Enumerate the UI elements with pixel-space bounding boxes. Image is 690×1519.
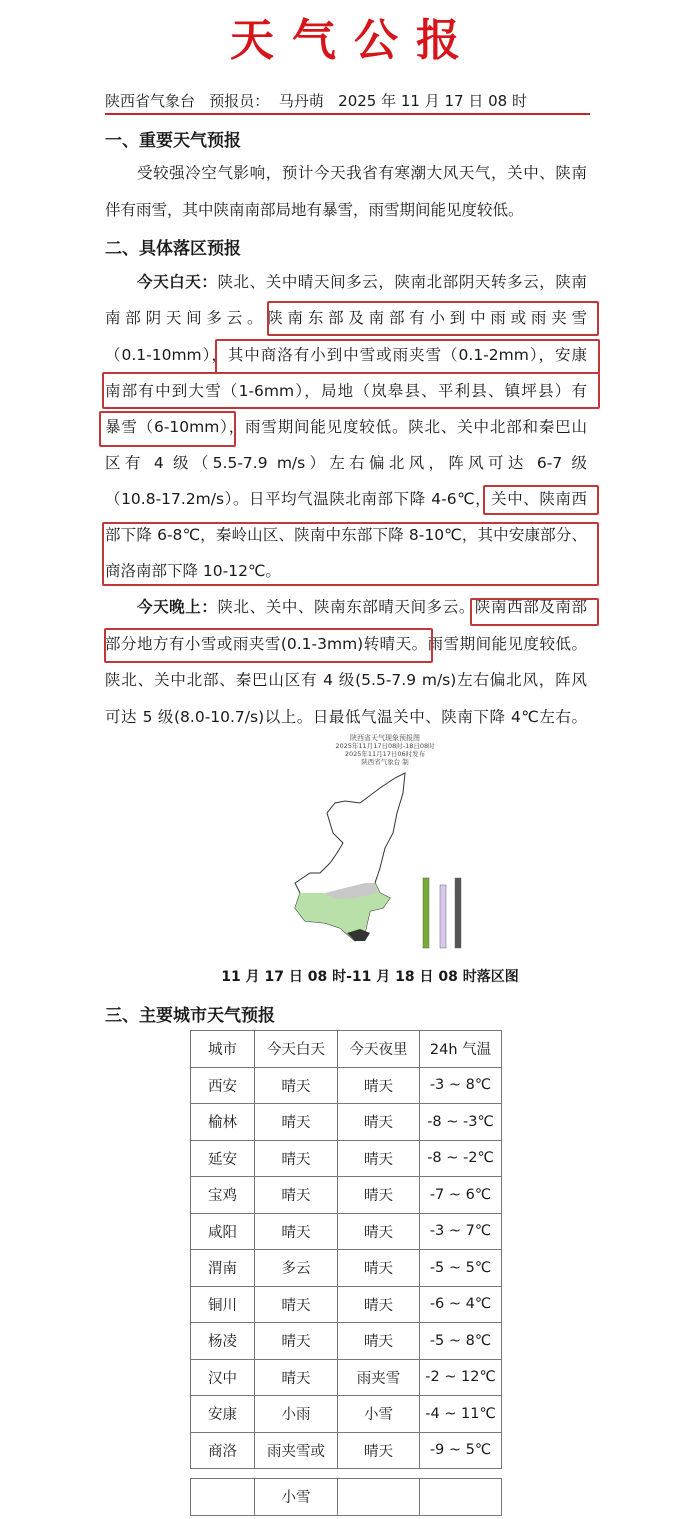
paragraph-line: 伴有雨雪，其中陕南南部局地有暴雪，雨雪期间能见度较低。	[105, 201, 524, 219]
table-cell: 今天夜里	[338, 1031, 420, 1068]
table-row	[191, 1067, 502, 1104]
table-cell	[420, 1479, 502, 1516]
table-cell: -7 ~ 6℃	[420, 1177, 502, 1214]
table-cell: 渭南	[191, 1250, 255, 1287]
table-cell: 小雪	[338, 1396, 420, 1433]
table-cell: -3 ~ 7℃	[420, 1213, 502, 1250]
table-row	[191, 1213, 502, 1250]
table-cell: 晴天	[255, 1213, 338, 1250]
table-cell: 榆林	[191, 1104, 255, 1141]
table-cell: -4 ~ 11℃	[420, 1396, 502, 1433]
table-cell: 晴天	[255, 1067, 338, 1104]
paragraph-line: 商洛南部下降 10-12℃。	[105, 562, 281, 580]
city-forecast-table-continuation	[190, 1478, 502, 1516]
table-cell: 雨夹雪或	[255, 1432, 338, 1469]
table-cell: 延安	[191, 1140, 255, 1177]
table-cell: 晴天	[338, 1250, 420, 1287]
table-cell: 晴天	[338, 1213, 420, 1250]
table-cell: 今天白天	[255, 1031, 338, 1068]
table-cell: -8 ~ -3℃	[420, 1104, 502, 1141]
paragraph-line: 陕北、关中北部、秦巴山区有 4 级(5.5-7.9 m/s)左右偏北风，阵风	[105, 671, 587, 689]
table-cell: 城市	[191, 1031, 255, 1068]
table-cell: 铜川	[191, 1286, 255, 1323]
table-cell: 安康	[191, 1396, 255, 1433]
paragraph-line: （0.1-10mm），其中商洛有小到中雪或雨夹雪（0.1-2mm），安康	[105, 346, 587, 364]
paragraph-line: 部下降 6-8℃，秦岭山区、陕南中东部下降 8-10℃，其中安康部分、	[105, 526, 587, 544]
table-cell: -5 ~ 8℃	[420, 1323, 502, 1360]
legend-rain	[423, 878, 429, 948]
section1-heading: 一、重要天气预报	[105, 131, 241, 151]
paragraph-line: 受较强冷空气影响，预计今天我省有寒潮大风天气，关中、陕南	[137, 164, 587, 182]
table-cell: 24h 气温	[420, 1031, 502, 1068]
table-row	[191, 1359, 502, 1396]
highlight-box	[99, 411, 236, 447]
table-cell: 晴天	[338, 1177, 420, 1214]
line-text: 陕北、关中、陕南东部晴天间多云。陕南西部及南部	[217, 598, 587, 616]
highlight-box	[215, 339, 600, 374]
table-cell: 晴天	[255, 1140, 338, 1177]
table-header-row	[191, 1031, 502, 1068]
highlight-box	[104, 628, 433, 663]
table-cell: -3 ~ 8℃	[420, 1067, 502, 1104]
paragraph-line: 区有 4 级（5.5-7.9 m/s）左右偏北风，阵风可达 6-7 级	[105, 454, 587, 472]
table-cell: 晴天	[338, 1432, 420, 1469]
highlight-box	[267, 301, 599, 336]
table-cell: 晴天	[255, 1359, 338, 1396]
table-cell: 商洛	[191, 1432, 255, 1469]
report-title: 天气公报	[230, 15, 478, 66]
forecast-map	[285, 733, 485, 958]
day-label: 今天白天：	[137, 273, 218, 291]
table-cell: -6 ~ 4℃	[420, 1286, 502, 1323]
map-caption: 11 月 17 日 08 时-11 月 18 日 08 时落区图	[221, 969, 519, 985]
line-text: 陕北、关中晴天间多云，陕南北部阴天转多云，陕南	[217, 273, 587, 291]
table-cell: 小雪	[255, 1479, 338, 1516]
table-cell: 小雨	[255, 1396, 338, 1433]
city-forecast-table	[190, 1030, 502, 1469]
table-cell: 晴天	[338, 1140, 420, 1177]
paragraph-line: 可达 5 级(8.0-10.7/s)以上。日最低气温关中、陕南下降 4℃左右。	[105, 708, 587, 726]
table-cell: 杨凌	[191, 1323, 255, 1360]
table-cell: 晴天	[338, 1286, 420, 1323]
table-cell: 晴天	[338, 1067, 420, 1104]
table-row	[191, 1479, 502, 1516]
map-subtitle: 2025年11月17日08时-18日08时	[335, 742, 435, 750]
table-cell	[338, 1479, 420, 1516]
section2-heading: 二、具体落区预报	[105, 239, 241, 259]
table-row	[191, 1432, 502, 1469]
legend-snow	[455, 878, 461, 948]
paragraph-line: （10.8-17.2m/s）。日平均气温陕北南部下降 4-6℃，关中、陕南西	[105, 490, 587, 508]
paragraph-line: 部分地方有小雪或雨夹雪(0.1-3mm)转晴天。雨雪期间能见度较低。	[105, 635, 587, 653]
table-cell: 晴天	[255, 1177, 338, 1214]
table-cell: -5 ~ 5℃	[420, 1250, 502, 1287]
table-cell: -2 ~ 12℃	[420, 1359, 502, 1396]
map-title: 陕西省天气现象预报图	[350, 734, 420, 742]
highlight-box	[470, 598, 599, 626]
table-row	[191, 1250, 502, 1287]
table-cell: 晴天	[338, 1323, 420, 1360]
table-cell: -8 ~ -2℃	[420, 1140, 502, 1177]
table-cell: 晴天	[338, 1104, 420, 1141]
table-cell: 雨夹雪	[338, 1359, 420, 1396]
legend-mixed	[440, 885, 446, 948]
table-cell: 晴天	[255, 1323, 338, 1360]
table-cell: 晴天	[255, 1104, 338, 1141]
highlight-box	[483, 485, 599, 515]
map-subtitle: 陕西省气象台 制	[361, 758, 409, 766]
table-cell: 咸阳	[191, 1213, 255, 1250]
paragraph-line: 南部阴天间多云。陕南东部及南部有小到中雨或雨夹雪	[105, 309, 587, 327]
table-cell	[191, 1479, 255, 1516]
table-cell: -9 ~ 5℃	[420, 1432, 502, 1469]
table-row	[191, 1323, 502, 1360]
paragraph-line: 暴雪（6-10mm），雨雪期间能见度较低。陕北、关中北部和秦巴山	[105, 418, 587, 436]
table-cell: 西安	[191, 1067, 255, 1104]
report-meta: 陕西省气象台 预报员： 马丹萌 2025 年 11 月 17 日 08 时	[105, 90, 590, 115]
table-row	[191, 1104, 502, 1141]
paragraph-line: 南部有中到大雪（1-6mm），局地（岚皋县、平利县、镇坪县）有	[105, 382, 587, 400]
night-label: 今天晚上：	[137, 598, 218, 616]
section3-heading: 三、主要城市天气预报	[105, 1006, 275, 1026]
table-row	[191, 1140, 502, 1177]
table-cell: 晴天	[255, 1286, 338, 1323]
table-row	[191, 1396, 502, 1433]
map-subtitle: 2025年11月17日06时发布	[344, 750, 426, 758]
map-graphic	[285, 733, 485, 958]
table-row	[191, 1286, 502, 1323]
table-row	[191, 1177, 502, 1214]
table-cell: 多云	[255, 1250, 338, 1287]
table-cell: 汉中	[191, 1359, 255, 1396]
paragraph-line	[105, 270, 587, 294]
highlight-box	[102, 372, 600, 409]
highlight-box	[102, 522, 599, 586]
table-cell: 宝鸡	[191, 1177, 255, 1214]
